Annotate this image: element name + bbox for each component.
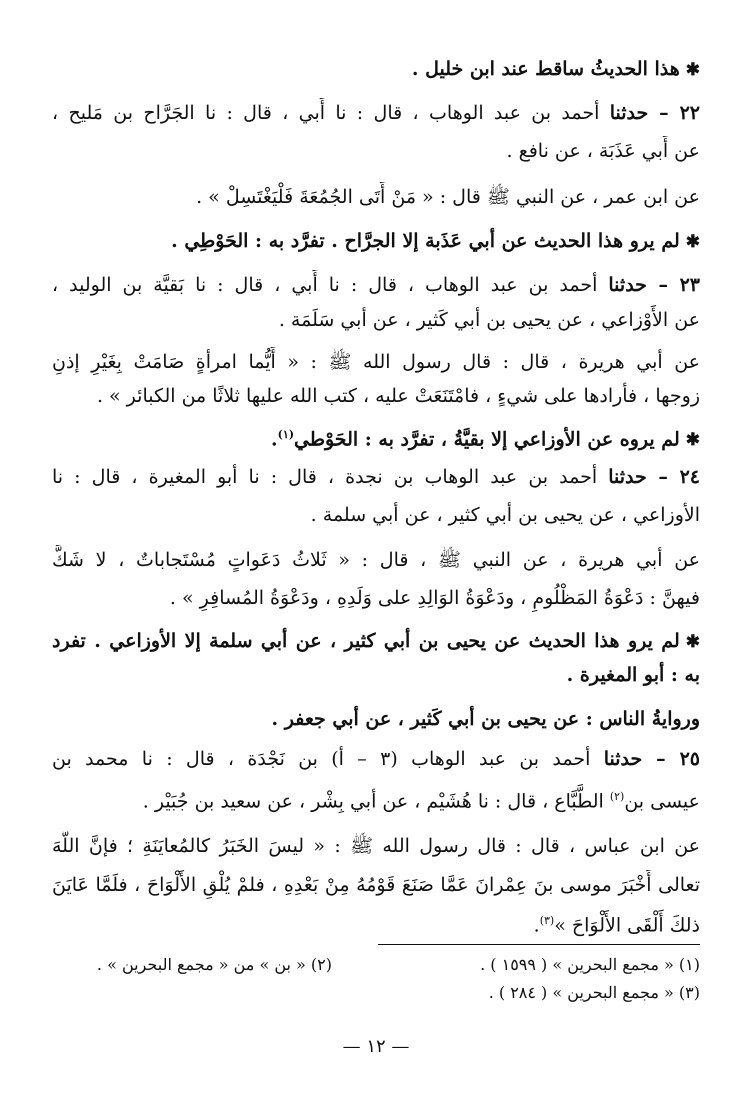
hadith-22-line: عن أَبي عَذَبَة ، عن نافع .: [506, 140, 700, 162]
note-line: ✱لم يرو هذا الحديث عن يحيى بن أبي كثير ، عن أبي سلمة إلا الأوزاعي . تفرد: [52, 630, 700, 652]
hadith-22-line: ٢٢ – حدثنا أحمد بن عبد الوهاب ، قال : نا أَبي ، قال : نا الجَرَّاح بن مَليح ،: [52, 102, 700, 124]
note-line: به : أبو المغيرة .: [566, 664, 700, 686]
footnote: (٢) « بن » من « مجمع البحرين » .: [96, 955, 332, 974]
star-icon: ✱: [685, 430, 700, 451]
hadith-25-line: تعالى أَخْبَرَ موسى بنَ عِمْرانَ عَمَّا صَنَعَ قَوْمُهُ مِنْ بَعْدِهِ ، فلمْ يُلْقِ الأَلْوَاحَ ، فلَمَّا عَايَنَ: [52, 874, 700, 896]
hadith-22-line: عن ابن عمر ، عن النبي ﷺ قال : « مَنْ أَتَى الجُمُعَةَ فَلْيَغْتَسِلْ » .: [196, 186, 700, 208]
page-number: — ١٢ —: [342, 1036, 410, 1057]
hadith-24-line: الأوزاعي ، عن يحيى بن أبي كثير ، عن أبي سلمة .: [310, 504, 700, 526]
footnote-ref: (١): [277, 428, 295, 441]
hadith-24-line: عن أبي هريرة ، عن النبي ﷺ ، قال : « ثَلاثُ دَعَواتٍ مُسْتَجاباتٌ ، لا شَكَّ: [52, 549, 700, 571]
footnote-divider: [378, 944, 700, 945]
hadith-25-line: ٢٥ – حدثنا أحمد بن عبد الوهاب (٣ – أ) بن نَجْدَة ، قال : نا محمد بن: [52, 748, 700, 770]
star-icon: ✱: [685, 232, 700, 252]
hadith-25-line: ذلكَ أَلْقَى الأَلْوَاحَ »$^{(٣)}$.: [533, 914, 700, 937]
hadith-25-line: عيسى بن$^{(٢)}$ الطَّبَّاع ، قال : نا هُشَيْم ، عن أبي بِشْر ، عن سعيد بن جُبَيْر .: [142, 790, 700, 813]
hadith-23-line: ٢٣ – حدثنا أحمد بن عبد الوهاب ، قال : نا أَبي ، قال : نا بَقيَّة بن الوليد ،: [52, 274, 700, 296]
hadith-23-line: زوجها ، فأرادها على شيءٍ ، فامْتَنَعَتْ عليه ، كتب الله عليها ثلاثًا من الكبائر » .: [96, 385, 700, 407]
hadith-24-line: فيهنَّ : دَعْوَةُ المَظْلُومِ ، ودَعْوَةُ الوَالِدِ على وَلَدِهِ ، ودَعْوَةُ المُسافِرِ » .: [169, 587, 700, 609]
note-line: ✱هذا الحديثُ ساقط عند ابن خليل .: [411, 58, 700, 80]
star-icon: ✱: [685, 632, 700, 652]
footnote: (١) « مجمع البحرين » ( ١٥٩٩ ) .: [480, 955, 700, 974]
footnote-ref: (٢): [609, 790, 625, 803]
footnote-ref: (٣): [539, 914, 555, 927]
hadith-25-line: عن ابن عباس ، قال : قال رسول الله ﷺ : « ليسَ الخَبَرُ كالمُعايَنَةِ ؛ فإنَّ اللَّهَ: [52, 835, 700, 857]
star-icon: ✱: [685, 60, 700, 80]
footnote: (٣) « مجمع البحرين » ( ٢٨٤ ) .: [488, 983, 700, 1002]
note-line: ✱لم يروه عن الأوزاعي إلا بقيَّةُ ، تفرَّد به : الحَوْطي$^{(١)}$.: [271, 428, 700, 451]
hadith-23-line: عن أبي هريرة ، قال : قال رسول الله ﷺ : « أَيُّما امرأةٍ صَامَتْ بِغَيْرِ إذنِ: [52, 351, 700, 373]
hadith-23-line: عن الأَوْزاعي ، عن يحيى بن أبي كَثير ، عن أبي سَلَمَة .: [278, 309, 700, 331]
hadith-24-line: ٢٤ – حدثنا أحمد بن عبد الوهاب بن نجدة ، قال : نا أبو المغيرة ، قال : نا: [52, 466, 700, 488]
note-line: ✱لم يرو هذا الحديث عن أبي عَذَبة إلا الجرَّاح . تفرَّد به : الحَوْطِي .: [171, 230, 700, 252]
note-line: وروايةُ الناس : عن يحيى بن أبي كَثير ، عن أبي جعفر .: [271, 708, 700, 730]
